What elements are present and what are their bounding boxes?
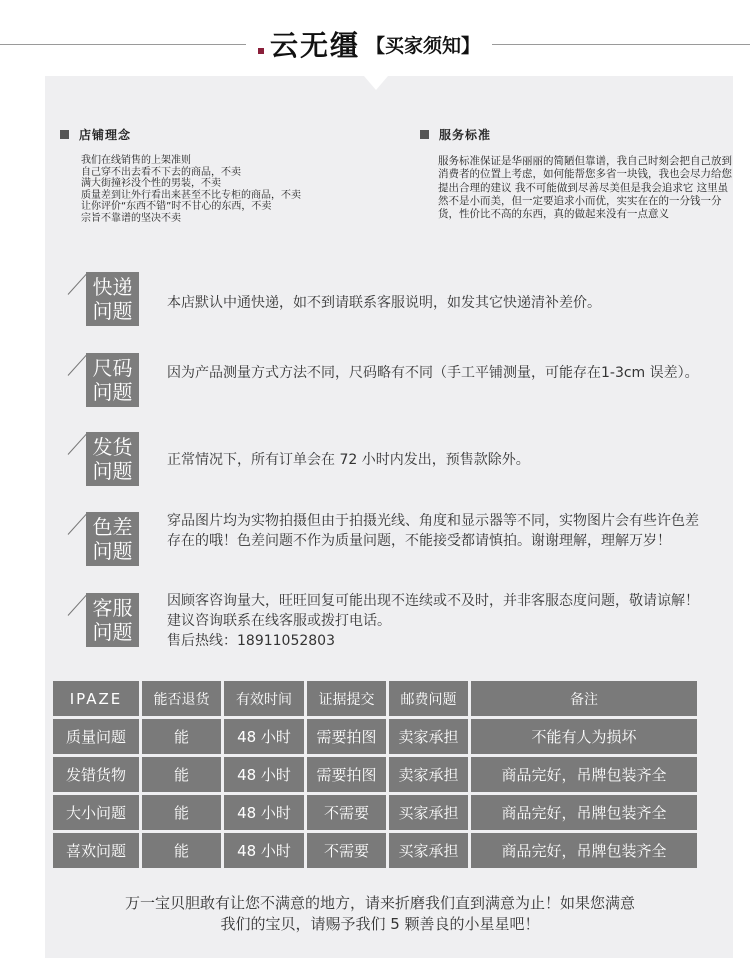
header-accent-square <box>258 48 264 54</box>
table-cell: 质量问题 <box>53 719 139 754</box>
store-philosophy <box>60 126 360 224</box>
table-cell: 不需要 <box>307 795 386 830</box>
issue-badge: 快递 问题 <box>86 272 139 326</box>
table-cell: 大小问题 <box>53 795 139 830</box>
table-cell: 需要拍图 <box>307 719 386 754</box>
diagonal-line-icon <box>68 433 87 454</box>
service-standard <box>420 126 740 221</box>
philosophy-line: 让你评价“东西不错”时不甘心的东西，不卖 <box>81 201 272 212</box>
table-header-cell: 备注 <box>471 681 697 716</box>
hotline: 售后热线：18911052803 <box>167 633 335 649</box>
philosophy-line: 我们在线销售的上架准则 <box>81 155 191 166</box>
issue-badge: 色差 问题 <box>86 512 139 566</box>
issue-shipping <box>60 272 720 334</box>
philosophy-line: 质量差到让外行看出来甚至不比专柜的商品，不卖 <box>81 189 301 201</box>
table-cell: 买家承担 <box>389 833 468 868</box>
page-header <box>246 22 492 66</box>
table-cell: 不需要 <box>307 833 386 868</box>
closing-line: 万一宝贝胆敢有让您不满意的地方，请来折磨我们直到满意为止！如果您满意 <box>124 894 635 912</box>
table-header-cell: 邮费问题 <box>389 681 468 716</box>
table-cell: 卖家承担 <box>389 719 468 754</box>
table-row <box>53 757 697 792</box>
table-cell: 48 小时 <box>224 833 304 868</box>
table-cell: 商品完好，吊牌包装齐全 <box>471 833 697 868</box>
closing-line: 我们的宝贝，请赐予我们 5 颗善良的小星星吧！ <box>220 915 540 933</box>
table-cell: 48 小时 <box>224 719 304 754</box>
table-cell: 能 <box>142 719 221 754</box>
table-header-cell: 能否退货 <box>142 681 221 716</box>
square-bullet-icon <box>420 130 429 139</box>
table-cell: 买家承担 <box>389 795 468 830</box>
diagonal-line-icon <box>68 513 87 534</box>
diagonal-line-icon <box>68 594 87 615</box>
table-row <box>53 719 697 754</box>
issue-text-body: 因顾客咨询量大，旺旺回复可能出现不连续或不及时，并非客服态度问题，敬请谅解！建议咨询联系在线客服或拨打电话。 <box>167 593 699 629</box>
table-cell: 能 <box>142 833 221 868</box>
table-header-cell: 证据提交 <box>307 681 386 716</box>
table-header-cell: 有效时间 <box>224 681 304 716</box>
table-row <box>53 795 697 830</box>
diagonal-line-icon <box>68 354 87 375</box>
table-cell: 商品完好，吊牌包装齐全 <box>471 795 697 830</box>
table-cell: 48 小时 <box>224 757 304 792</box>
table-cell: 需要拍图 <box>307 757 386 792</box>
table-cell: 能 <box>142 795 221 830</box>
closing-message <box>40 893 720 935</box>
table-row <box>53 833 697 868</box>
service-standard-text: 服务标准保证是华丽丽的简陋但靠谱，我自己时刻会把自己放到消费者的位置上考虑，如何能帮您多省一块钱，我也会尽力给您提出合理的建议 我不可能做到尽善尽美但是我会追求它 这里虽然不是小而美，但一定要追求小而优，实实在在的一分钱一分货，性价比不高的东西，真的做起来没有一点意义 <box>438 155 732 221</box>
philosophy-line: 自己穿不出去看不下去的商品，不卖 <box>81 166 241 178</box>
section-title: 服务标准 <box>439 128 492 142</box>
table-cell: 发错货物 <box>53 757 139 792</box>
table-cell: 不能有人为损坏 <box>471 719 697 754</box>
issue-text: 正常情况下，所有订单会在 72 小时内发出，预售款除外。 <box>167 452 530 468</box>
table-header-cell: IPAZE <box>53 681 139 716</box>
section-title: 店铺理念 <box>79 128 132 142</box>
issue-badge: 发货 问题 <box>86 432 139 486</box>
issue-color <box>60 512 720 574</box>
table-cell: 卖家承担 <box>389 757 468 792</box>
issue-badge: 尺码 问题 <box>86 353 139 407</box>
diagonal-line-icon <box>68 273 87 294</box>
table-cell: 能 <box>142 757 221 792</box>
brand-title: 云无缰 <box>270 29 361 62</box>
issue-size <box>60 353 720 415</box>
issue-text <box>167 591 707 651</box>
table-cell: 48 小时 <box>224 795 304 830</box>
issue-text: 穿品图片均为实物拍摄但由于拍摄光线、角度和显示器等不同，实物图片会有些许色差存在的哦！色差问题不作为质量问题，不能接受都请慎拍。谢谢理解，理解万岁！ <box>167 513 699 549</box>
philosophy-line: 满大街撞衫没个性的男装，不卖 <box>81 178 221 189</box>
issue-badge: 客服 问题 <box>86 593 139 647</box>
panel-notch <box>364 76 388 90</box>
issue-customer-service <box>60 593 720 655</box>
return-policy-table <box>53 681 697 871</box>
page-subtitle: 【买家须知】 <box>366 34 481 57</box>
square-bullet-icon <box>60 130 69 139</box>
issue-text: 因为产品测量方式方法不同，尺码略有不同（手工平铺测量，可能存在1-3cm 误差）。 <box>167 365 699 381</box>
issue-delivery <box>60 432 720 494</box>
table-header-row <box>53 681 697 716</box>
hotline-number[interactable]: 18911052803 <box>237 633 335 649</box>
philosophy-line: 宗旨不靠谱的坚决不卖 <box>81 212 181 224</box>
table-cell: 喜欢问题 <box>53 833 139 868</box>
issue-text: 本店默认中通快递，如不到请联系客服说明，如发其它快递清补差价。 <box>167 295 601 311</box>
table-cell: 商品完好，吊牌包装齐全 <box>471 757 697 792</box>
